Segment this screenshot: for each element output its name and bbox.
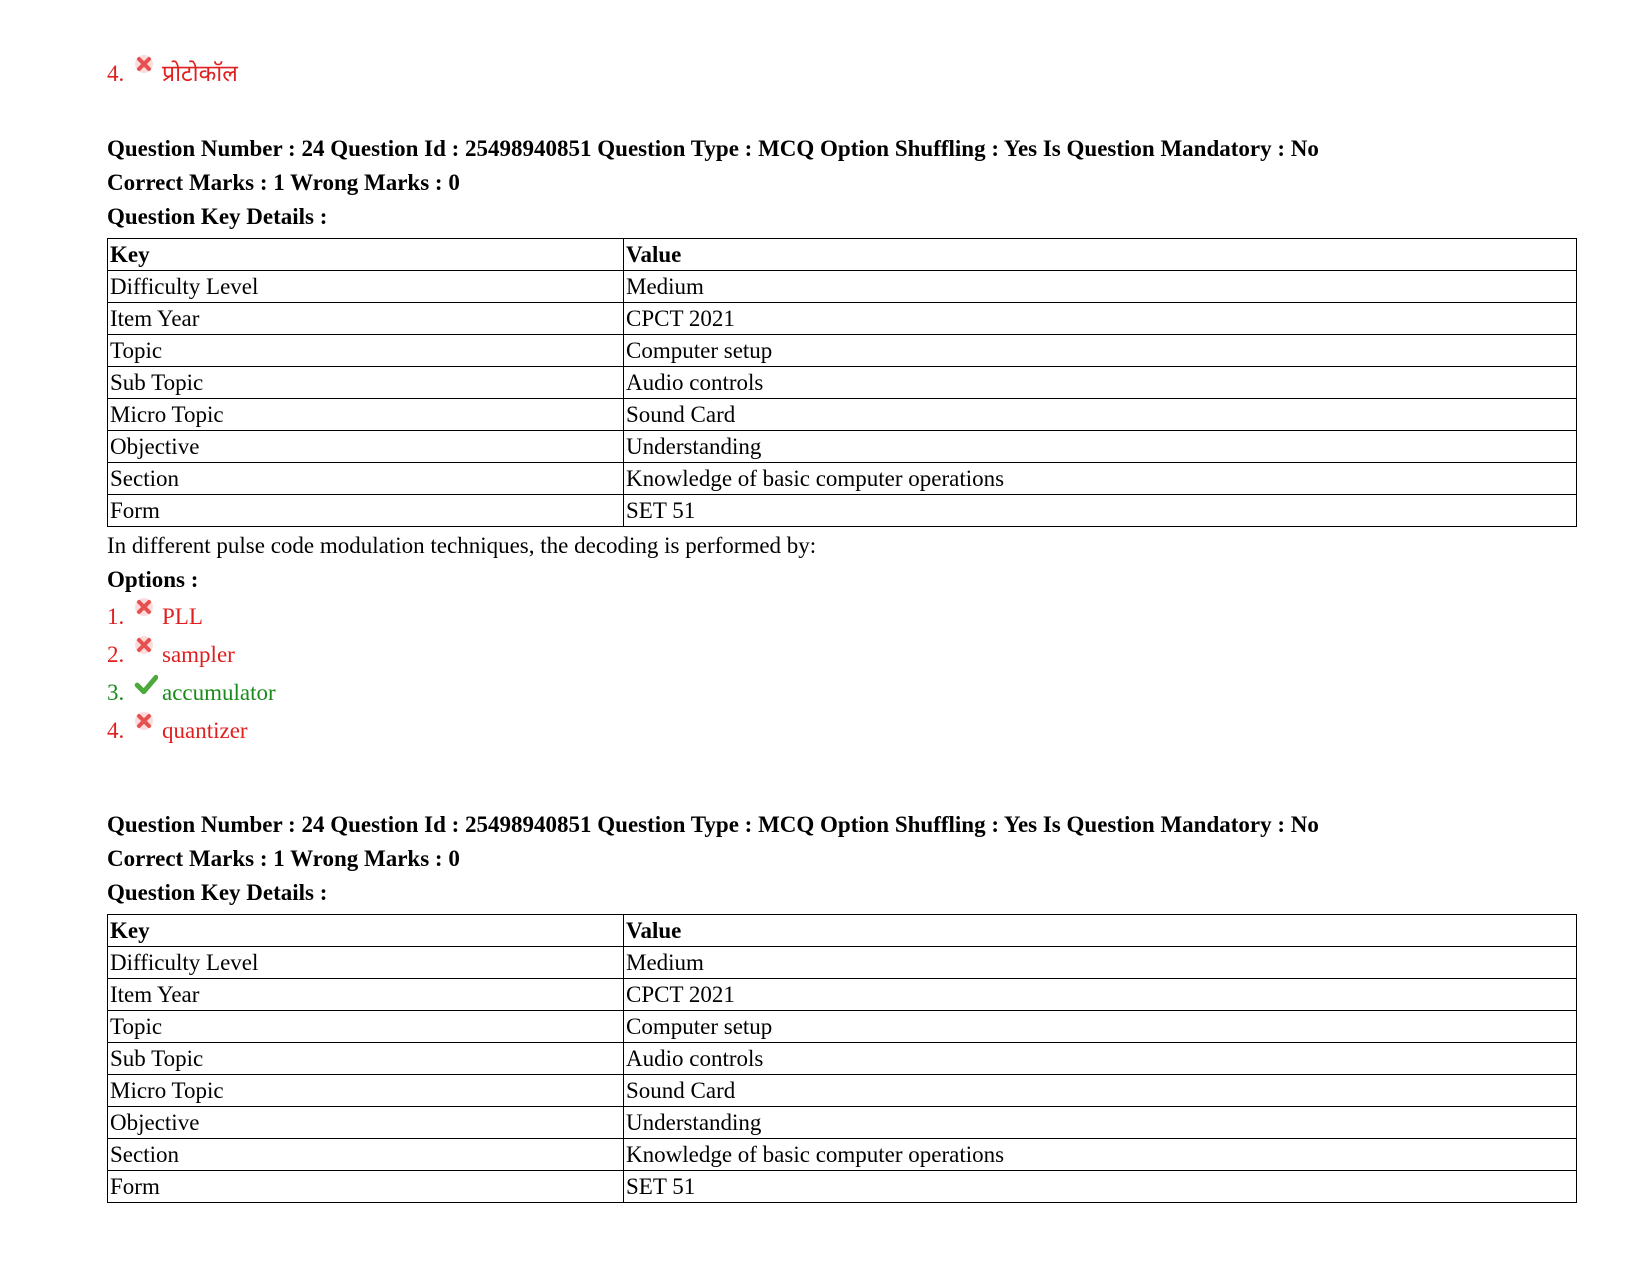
option-number: 3. [107, 680, 125, 705]
marks-line: Correct Marks : 1 Wrong Marks : 0 [107, 170, 460, 195]
row-key: Difficulty Level [108, 947, 624, 979]
option-number: 2. [107, 642, 125, 667]
question-meta-line: Question Number : 24 Question Id : 25498940851 Question Type : MCQ Option Shuffling : Yes Is Question Mandatory : No [107, 812, 1319, 837]
cross-icon [134, 711, 162, 739]
row-key: Micro Topic [108, 1075, 624, 1107]
option-number: 4. [107, 718, 125, 743]
table-row [108, 1171, 1577, 1203]
row-key: Objective [108, 1107, 624, 1139]
row-key: Section [108, 463, 624, 495]
cross-icon [134, 635, 162, 663]
table-row [108, 399, 1577, 431]
option-text: accumulator [162, 680, 276, 705]
row-key: Item Year [108, 303, 624, 335]
option-item [107, 717, 1577, 745]
row-value: Understanding [624, 431, 1577, 463]
table-header-key: Key [108, 915, 624, 947]
cross-icon [134, 597, 162, 625]
row-key: Micro Topic [108, 399, 624, 431]
row-key: Sub Topic [108, 367, 624, 399]
option-text: sampler [162, 642, 235, 667]
row-value: SET 51 [624, 495, 1577, 527]
question-block-2 [107, 808, 1577, 1203]
marks-line: Correct Marks : 1 Wrong Marks : 0 [107, 846, 460, 871]
key-details-label: Question Key Details : [107, 880, 328, 905]
table-header-row [108, 239, 1577, 271]
row-key: Objective [108, 431, 624, 463]
row-key: Topic [108, 1011, 624, 1043]
table-row [108, 1139, 1577, 1171]
option-text: प्रोटोकॉल [162, 61, 238, 86]
key-details-table [107, 914, 1577, 1203]
row-key: Form [108, 1171, 624, 1203]
option-item [107, 641, 1577, 669]
row-key: Difficulty Level [108, 271, 624, 303]
table-row [108, 495, 1577, 527]
option-item-correct [107, 679, 1577, 707]
table-row [108, 335, 1577, 367]
question-meta-line: Question Number : 24 Question Id : 25498940851 Question Type : MCQ Option Shuffling : Yes Is Question Mandatory : No [107, 136, 1319, 161]
table-row [108, 979, 1577, 1011]
row-key: Item Year [108, 979, 624, 1011]
previous-question-option [107, 60, 1577, 88]
table-header-value: Value [624, 915, 1577, 947]
options-label: Options : [107, 567, 199, 592]
row-key: Topic [108, 335, 624, 367]
table-row [108, 1107, 1577, 1139]
key-details-table [107, 238, 1577, 527]
question-block-1 [107, 132, 1577, 755]
row-value: Understanding [624, 1107, 1577, 1139]
row-value: Audio controls [624, 367, 1577, 399]
row-value: Sound Card [624, 1075, 1577, 1107]
table-header-row [108, 915, 1577, 947]
table-header-value: Value [624, 239, 1577, 271]
option-item [107, 603, 1577, 631]
table-header-key: Key [108, 239, 624, 271]
table-row [108, 1011, 1577, 1043]
table-row [108, 463, 1577, 495]
row-value: Sound Card [624, 399, 1577, 431]
option-text: PLL [162, 604, 203, 629]
row-value: Medium [624, 271, 1577, 303]
option-item [107, 60, 1577, 88]
row-value: SET 51 [624, 1171, 1577, 1203]
table-row [108, 947, 1577, 979]
table-row [108, 367, 1577, 399]
option-text: quantizer [162, 718, 248, 743]
option-number: 1. [107, 604, 125, 629]
option-number: 4. [107, 61, 125, 86]
row-key: Sub Topic [108, 1043, 624, 1075]
table-row [108, 1075, 1577, 1107]
row-value: CPCT 2021 [624, 979, 1577, 1011]
cross-icon [134, 54, 162, 82]
table-row [108, 303, 1577, 335]
row-value: Computer setup [624, 335, 1577, 367]
row-value: CPCT 2021 [624, 303, 1577, 335]
row-value: Medium [624, 947, 1577, 979]
row-key: Form [108, 495, 624, 527]
row-value: Knowledge of basic computer operations [624, 463, 1577, 495]
key-details-label: Question Key Details : [107, 204, 328, 229]
options-list [107, 603, 1577, 745]
row-value: Audio controls [624, 1043, 1577, 1075]
table-row [108, 271, 1577, 303]
row-value: Knowledge of basic computer operations [624, 1139, 1577, 1171]
check-icon [134, 673, 162, 701]
row-value: Computer setup [624, 1011, 1577, 1043]
row-key: Section [108, 1139, 624, 1171]
question-text: In different pulse code modulation techniques, the decoding is performed by: [107, 533, 817, 558]
table-row [108, 431, 1577, 463]
table-row [108, 1043, 1577, 1075]
